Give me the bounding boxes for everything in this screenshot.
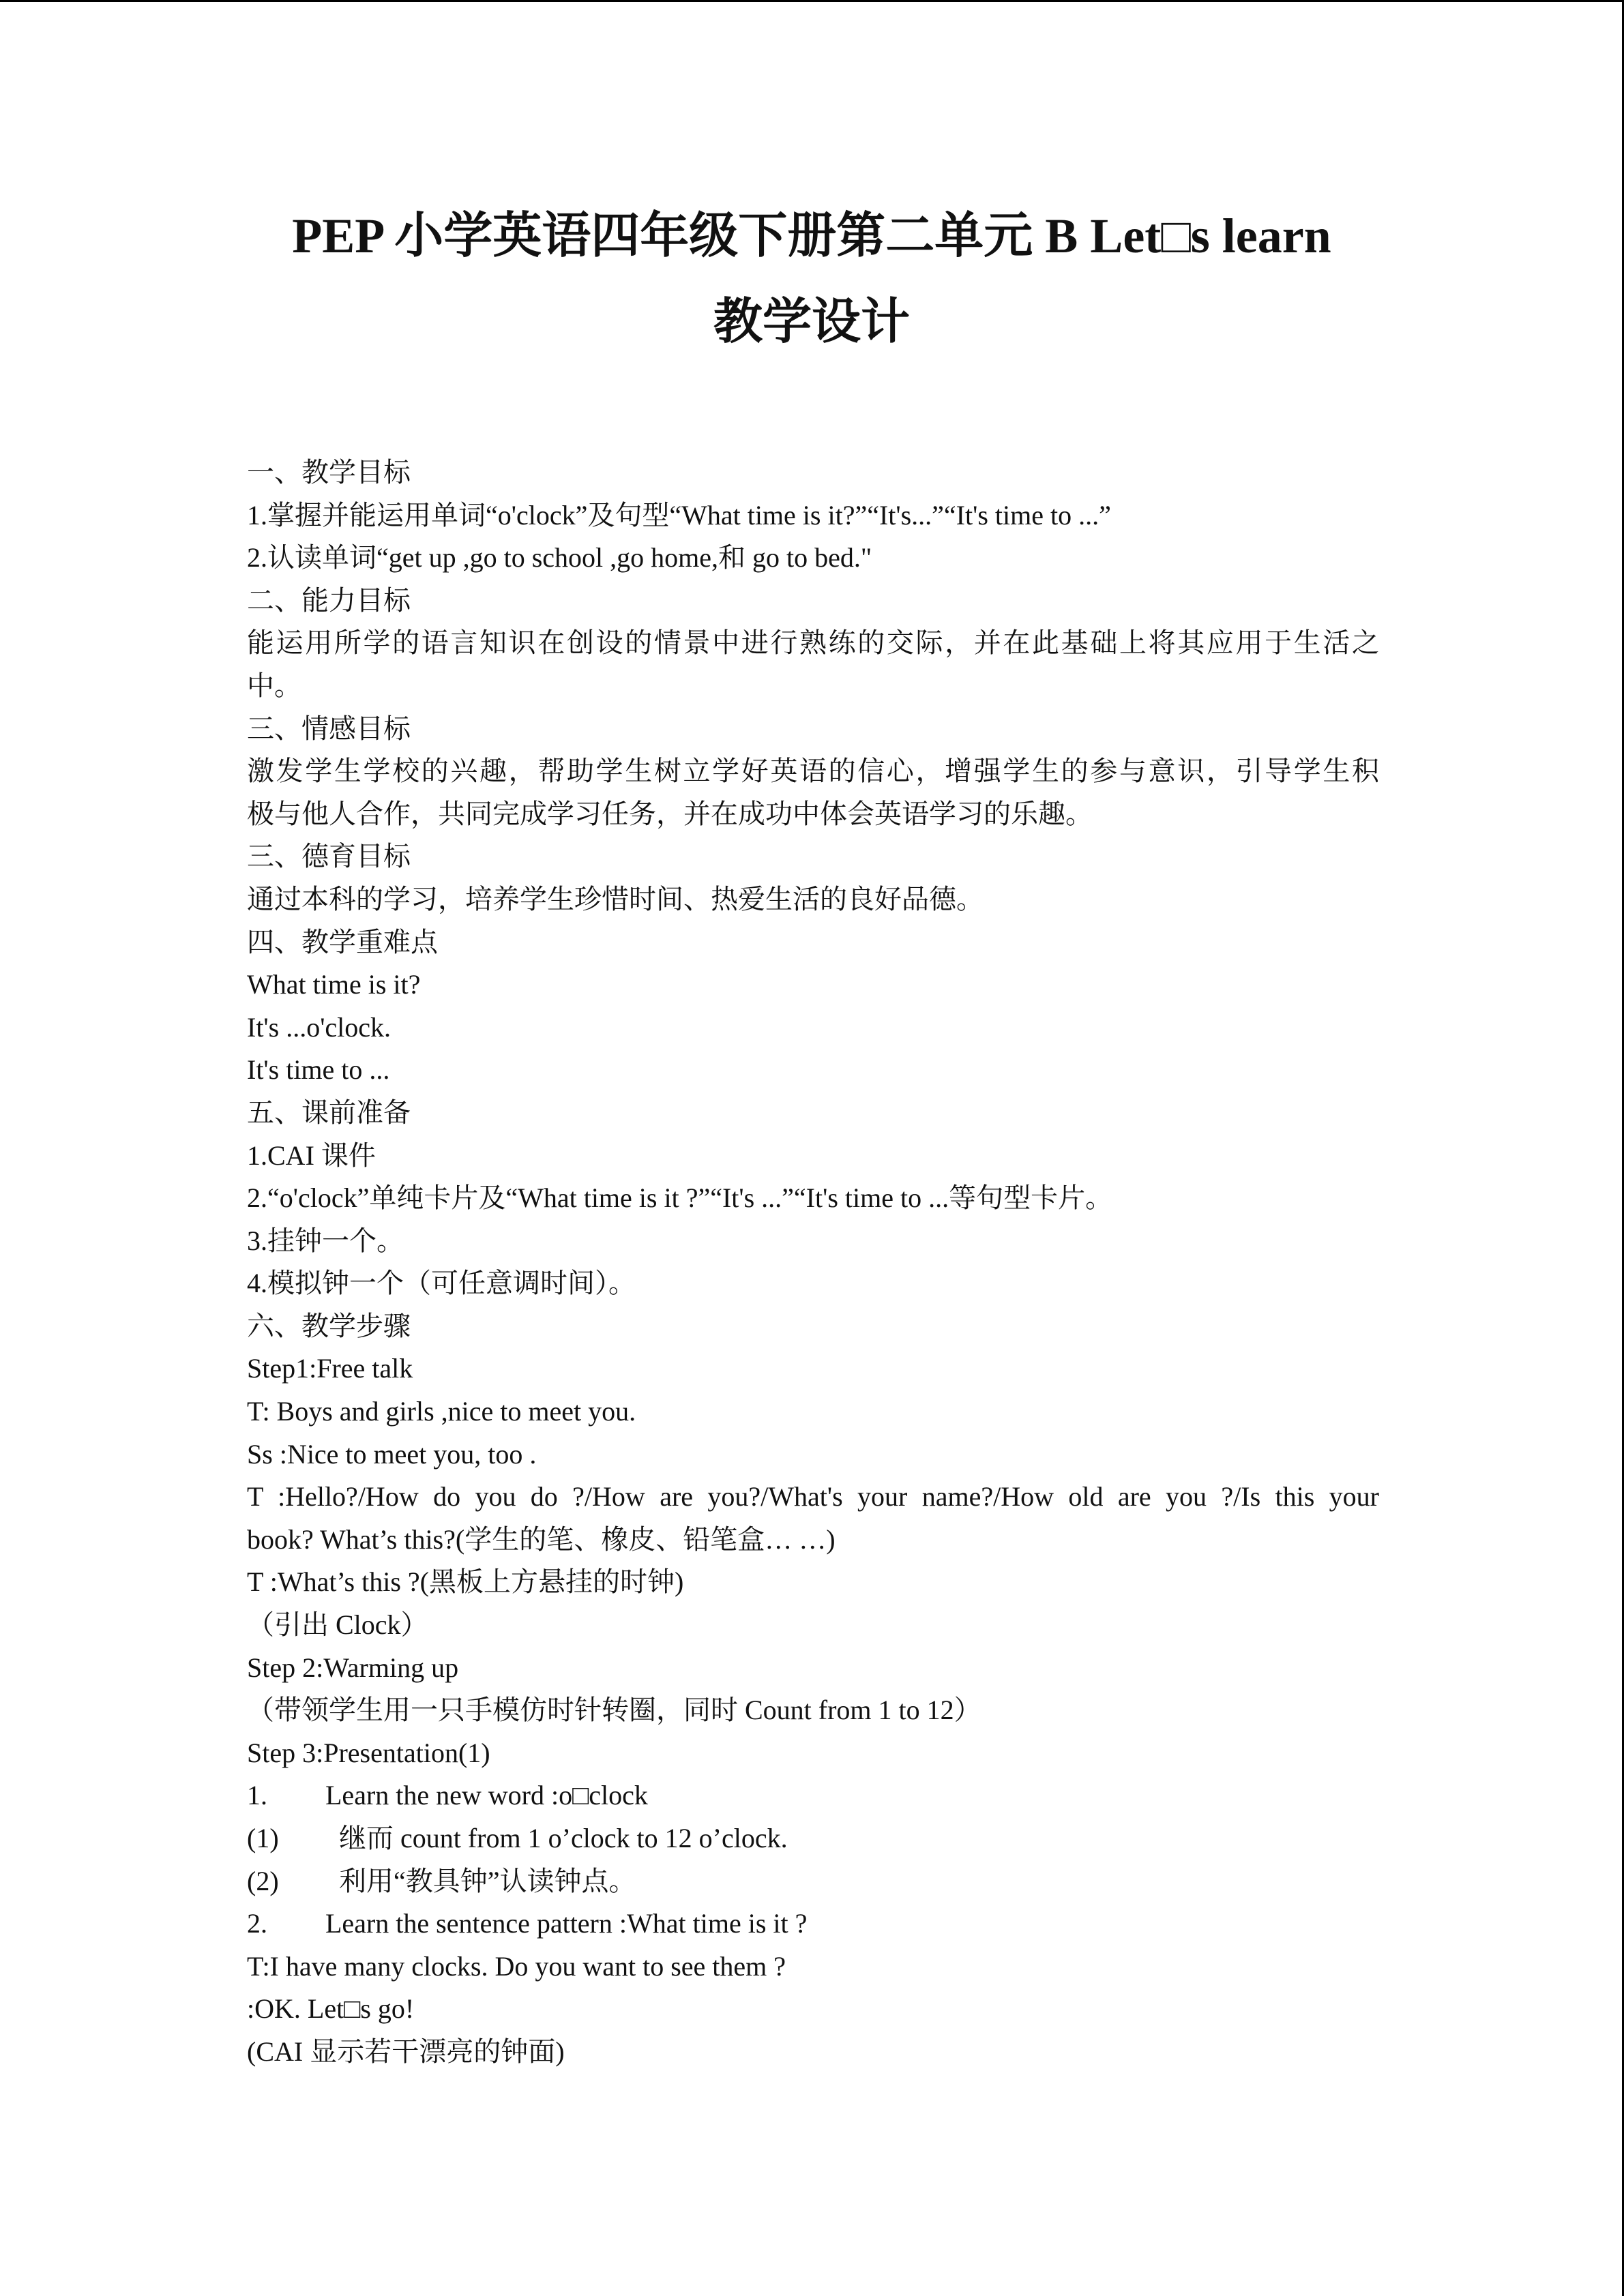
- body-line: 通过本科的学习，培养学生珍惜时间、热爱生活的良好品德。: [247, 883, 984, 914]
- body-line: Step 2:Warming up: [247, 1652, 459, 1683]
- body-line: T:I have many clocks. Do you want to see them ?: [247, 1950, 786, 1982]
- body-line: T :Hello?/How do you do ?/How are you?/What's your name?/How old are you ?/Is this your: [247, 1481, 1379, 1512]
- list-item-text: Learn the sentence pattern :What time is it ?: [325, 1908, 808, 1939]
- body-line: 中。: [247, 670, 301, 701]
- body-line: (CAI 显示若干漂亮的钟面): [247, 2036, 565, 2067]
- body-line: 4.模拟钟一个（可任意调时间）。: [247, 1268, 636, 1299]
- body-line: What time is it?: [247, 969, 421, 1000]
- body-line: :OK. Let□s go!: [247, 1993, 415, 2025]
- section-heading-moral-goals: 三、德育目标: [247, 841, 411, 872]
- body-line: 2.“o'clock”单纯卡片及“What time is it ?”“It's ...”“It's time to ...等句型卡片。: [247, 1182, 1113, 1214]
- body-line: Step 3:Presentation(1): [247, 1737, 490, 1768]
- body-line: （带领学生用一只手模仿时针转圈，同时 Count from 1 to 12）: [247, 1695, 981, 1726]
- body-line: 2.认读单词“get up ,go to school ,go home,和 go to bed.": [247, 542, 872, 573]
- section-heading-teaching-steps: 六、教学步骤: [247, 1310, 411, 1341]
- body-line: It's ...o'clock.: [247, 1011, 392, 1043]
- body-line: 激发学生学校的兴趣，帮助学生树立学好英语的信心，增强学生的参与意识，引导学生积: [247, 756, 1379, 787]
- list-item-text: 继而 count from 1 o’clock to 12 o’clock.: [339, 1823, 788, 1853]
- list-marker: 1.: [247, 1780, 267, 1811]
- list-item: [247, 1817, 1379, 1860]
- list-item-text: Learn the new word :o□clock: [325, 1780, 648, 1811]
- list-marker: (2): [247, 1865, 279, 1896]
- document-title: PEP 小学英语四年级下册第二单元 B Let□s learn: [292, 209, 1331, 263]
- list-item: [247, 1774, 1379, 1817]
- list-item-text: 利用“教具钟”认读钟点。: [339, 1865, 636, 1896]
- body-line: 1.CAI 课件: [247, 1139, 376, 1171]
- list-marker: (1): [247, 1823, 279, 1853]
- body-line: Step1:Free talk: [247, 1353, 413, 1384]
- section-heading-key-points: 四、教学重难点: [247, 926, 438, 957]
- body-line: Ss :Nice to meet you, too .: [247, 1438, 537, 1470]
- section-heading-ability-goals: 二、能力目标: [247, 584, 411, 616]
- list-item: [247, 1860, 1379, 1903]
- section-heading-preparation: 五、课前准备: [247, 1097, 411, 1128]
- body-line: 3.挂钟一个。: [247, 1225, 404, 1256]
- body-line: 能运用所学的语言知识在创设的情景中进行熟练的交际，并在此基础上将其应用于生活之: [247, 627, 1379, 659]
- list-marker: 2.: [247, 1908, 267, 1939]
- body-line: 1.掌握并能运用单词“o'clock”及句型“What time is it?”“It's...”“It's time to ...”: [247, 499, 1111, 531]
- page-top-border: [0, 0, 1624, 2]
- body-line: book? What’s this?(学生的笔、橡皮、铅笔盒… …): [247, 1523, 836, 1555]
- section-heading-teaching-goals: 一、教学目标: [247, 457, 411, 488]
- body-line: It's time to ...: [247, 1054, 390, 1086]
- section-heading-emotion-goals: 三、情感目标: [247, 713, 411, 744]
- document-body: [247, 451, 1379, 2074]
- body-line: T :What’s this ?(黑板上方悬挂的时钟): [247, 1566, 684, 1598]
- document-title-line2: 教学设计: [713, 295, 910, 349]
- body-line: T: Boys and girls ,nice to meet you.: [247, 1396, 636, 1427]
- list-item: [247, 1903, 1379, 1945]
- body-line: 极与他人合作，共同完成学习任务，并在成功中体会英语学习的乐趣。: [247, 798, 1093, 829]
- body-line: （引出 Clock）: [247, 1609, 428, 1641]
